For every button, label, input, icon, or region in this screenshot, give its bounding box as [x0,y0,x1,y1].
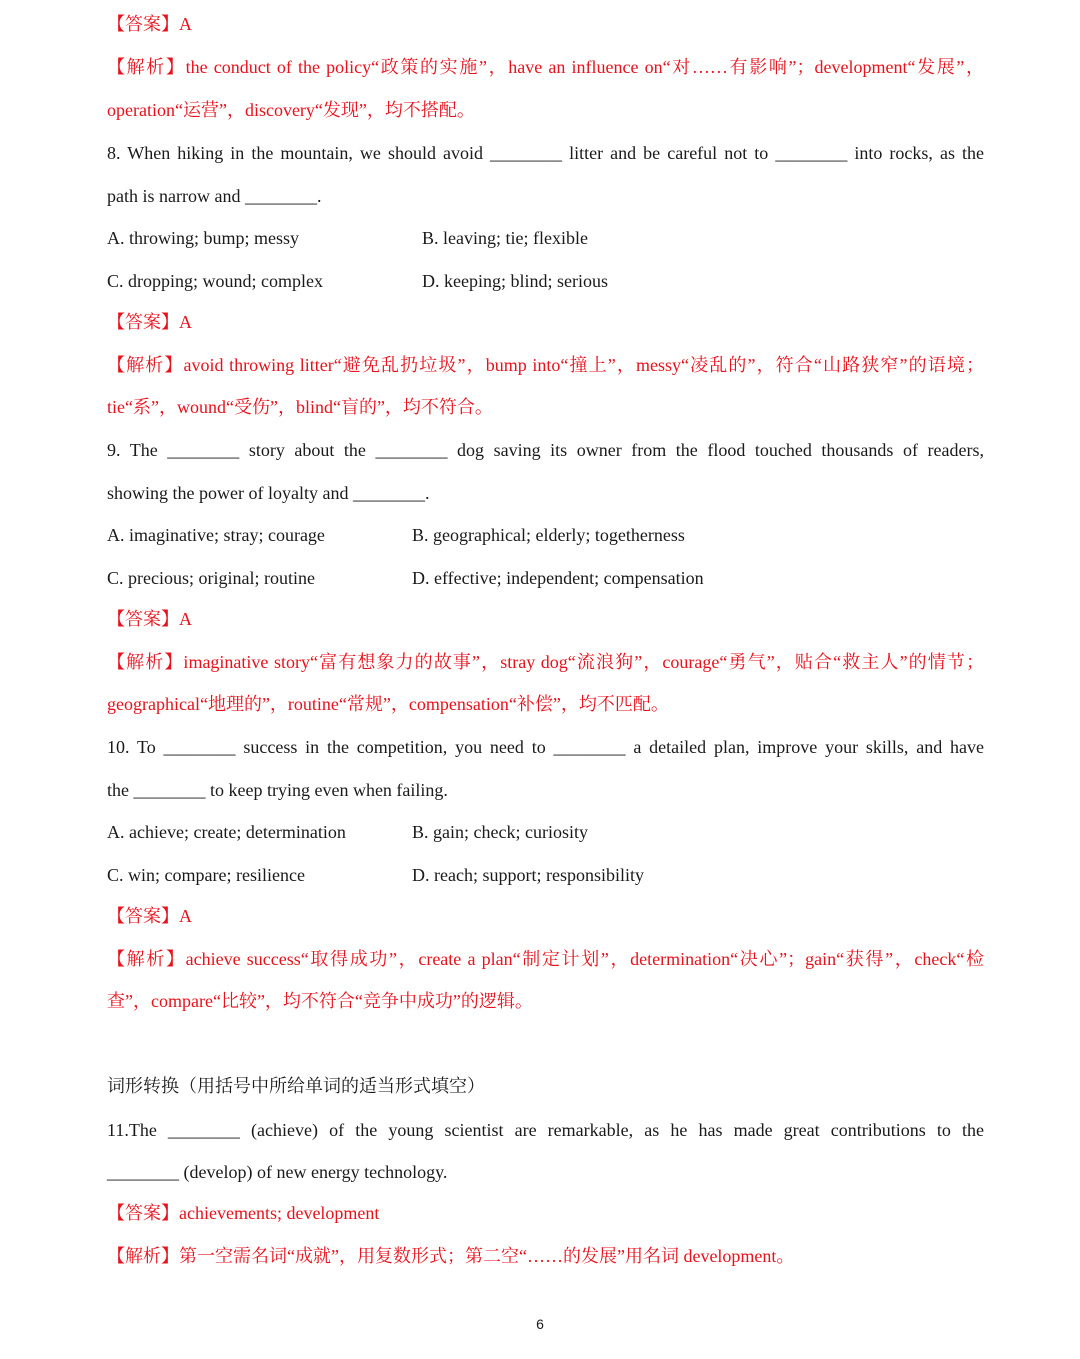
q7-analysis-line1: 【解析】the conduct of the policy“政策的实施”，have an influence on“对……有影响”；development“发展”， [107,57,985,77]
q8-option-d: D. keeping; blind; serious [422,271,608,291]
q9-stem-line1: 9. The ________ story about the ________ dog saving its owner from the flood touched thousands of readers, [107,440,984,460]
q10-option-b: B. gain; check; curiosity [412,822,588,842]
q8-stem-line2: path is narrow and ________. [107,186,322,206]
q9-option-c: C. precious; original; routine [107,568,315,588]
section-title: 词形转换（用括号中所给单词的适当形式填空） [107,1076,485,1096]
q9-answer: 【答案】A [107,609,192,629]
q8-analysis-line2: tie“系”，wound“受伤”，blind“盲的”，均不符合。 [107,397,493,417]
q11-answer: 【答案】achievements; development [107,1203,380,1223]
q10-option-c: C. win; compare; resilience [107,865,305,885]
q9-analysis-line2: geographical“地理的”，routine“常规”，compensation“补偿”，均不匹配。 [107,694,669,714]
q10-option-a: A. achieve; create; determination [107,822,346,842]
q10-analysis-line2: 查”，compare“比较”，均不符合“竞争中成功”的逻辑。 [107,991,533,1011]
q7-analysis-line2: operation“运营”，discovery“发现”，均不搭配。 [107,100,475,120]
q8-option-b: B. leaving; tie; flexible [422,228,588,248]
q8-stem-line1: 8. When hiking in the mountain, we should avoid ________ litter and be careful not to ________ into rocks, as the [107,143,984,163]
q9-stem-line2: showing the power of loyalty and ________. [107,483,430,503]
q9-option-b: B. geographical; elderly; togetherness [412,525,685,545]
q9-analysis-line1: 【解析】imaginative story“富有想象力的故事”，stray dog“流浪狗”，courage“勇气”，贴合“救主人”的情节； [107,652,984,672]
q10-analysis-line1: 【解析】achieve success“取得成功”，create a plan“制定计划”，determination“决心”；gain“获得”，check“检 [107,949,984,969]
q10-option-d: D. reach; support; responsibility [412,865,644,885]
q8-answer: 【答案】A [107,312,192,332]
q11-stem-line2: ________ (develop) of new energy technology. [107,1162,448,1182]
q9-option-a: A. imaginative; stray; courage [107,525,325,545]
q11-stem-line1: 11.The ________ (achieve) of the young scientist are remarkable, as he has made great contributions to the [107,1120,984,1140]
q10-stem-line2: the ________ to keep trying even when failing. [107,780,448,800]
q10-stem-line1: 10. To ________ success in the competition, you need to ________ a detailed plan, improve your skills, and have [107,737,984,757]
q7-answer: 【答案】A [107,14,192,34]
q11-analysis-line1: 【解析】第一空需名词“成就”，用复数形式；第二空“……的发展”用名词 development。 [107,1246,795,1266]
q8-analysis-line1: 【解析】avoid throwing litter“避免乱扔垃圾”，bump into“撞上”，messy“凌乱的”，符合“山路狭窄”的语境； [107,355,984,375]
q9-option-d: D. effective; independent; compensation [412,568,704,588]
q10-answer: 【答案】A [107,906,192,926]
q8-option-c: C. dropping; wound; complex [107,271,323,291]
q8-option-a: A. throwing; bump; messy [107,228,299,248]
page-number: 6 [536,1316,544,1332]
